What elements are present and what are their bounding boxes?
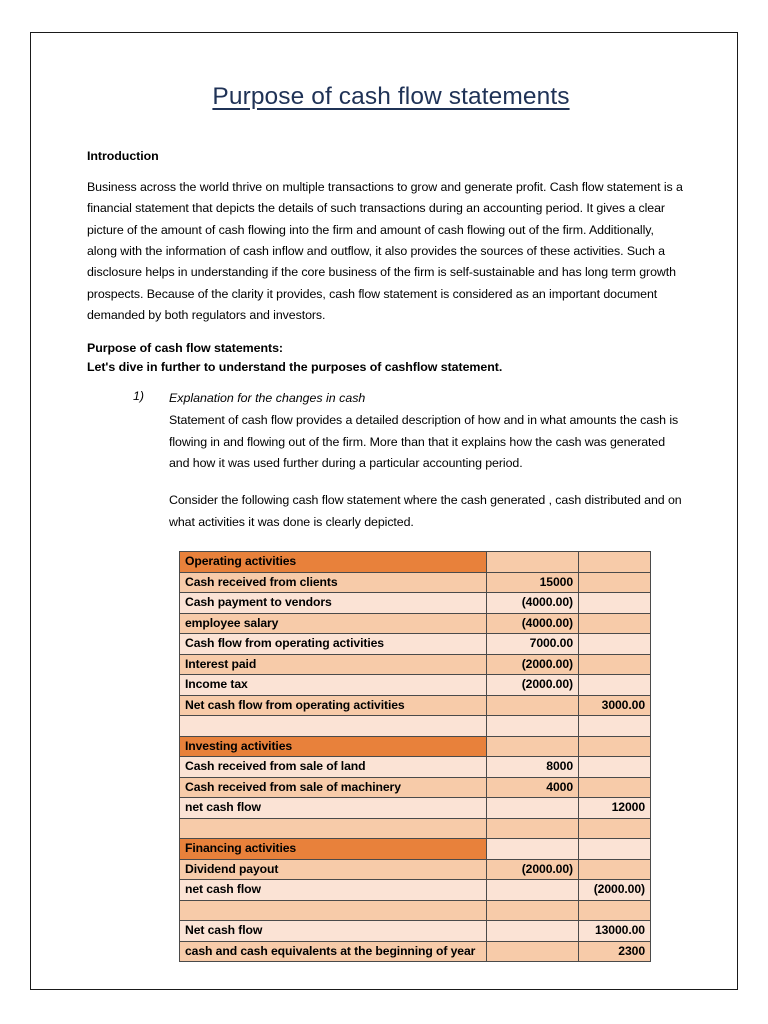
table-row: [180, 716, 651, 737]
table-cell-amount: [487, 900, 579, 921]
table-cell-label: [180, 900, 487, 921]
table-row: [180, 675, 651, 696]
table-cell-label: Interest paid: [180, 654, 487, 675]
table-row: [180, 654, 651, 675]
table-cell-total: [579, 675, 651, 696]
document-content: [87, 83, 687, 962]
cash-flow-statement-table: [179, 551, 651, 962]
table-cell-amount: (4000.00): [487, 613, 579, 634]
table-cell-total: 2300: [579, 941, 651, 962]
page-title: Purpose of cash flow statements: [212, 83, 570, 110]
table-section-header: Financing activities: [180, 839, 487, 860]
table-cell-total: 13000.00: [579, 921, 651, 942]
table-row: [180, 880, 651, 901]
table-cell-label: [180, 818, 487, 839]
table-row: [180, 593, 651, 614]
table-row: [180, 818, 651, 839]
table-cell-amount: [487, 880, 579, 901]
introduction-heading: Introduction: [87, 149, 159, 163]
table-cell-total: [579, 757, 651, 778]
table-cell-label: Net cash flow: [180, 921, 487, 942]
purpose-list: [87, 389, 687, 533]
table-cell-total: [579, 552, 651, 573]
table-row: [180, 552, 651, 573]
table-cell-total: 3000.00: [579, 695, 651, 716]
table-cell-label: Cash received from clients: [180, 572, 487, 593]
table-cell-amount: [487, 818, 579, 839]
table-section-header: Operating activities: [180, 552, 487, 573]
table-cell-total: [579, 859, 651, 880]
list-item-body-secondary: Consider the following cash flow statement where the cash generated , cash distributed and on what activities it was done is clearly depicted.: [169, 493, 682, 529]
table-cell-label: Net cash flow from operating activities: [180, 695, 487, 716]
table-cell-amount: 4000: [487, 777, 579, 798]
table-cell-label: cash and cash equivalents at the beginning of year: [180, 941, 487, 962]
table-row: [180, 695, 651, 716]
table-cell-label: net cash flow: [180, 880, 487, 901]
purpose-block: [87, 339, 687, 376]
table-cell-label: Cash received from sale of machinery: [180, 777, 487, 798]
cash-flow-table-wrapper: [87, 551, 687, 962]
table-row: [180, 941, 651, 962]
purpose-subtext: Let's dive in further to understand the purposes of cashflow statement.: [87, 359, 503, 374]
table-cell-label: net cash flow: [180, 798, 487, 819]
purpose-heading: Purpose of cash flow statements:: [87, 341, 284, 356]
table-row: [180, 613, 651, 634]
table-row: [180, 777, 651, 798]
table-cell-amount: (2000.00): [487, 859, 579, 880]
table-cell-total: [579, 634, 651, 655]
table-row: [180, 572, 651, 593]
table-cell-amount: [487, 839, 579, 860]
table-row: [180, 798, 651, 819]
table-cell-amount: [487, 941, 579, 962]
table-cell-total: [579, 716, 651, 737]
table-cell-total: [579, 613, 651, 634]
table-cell-total: [579, 900, 651, 921]
table-row: [180, 634, 651, 655]
table-cell-amount: [487, 921, 579, 942]
table-cell-amount: (4000.00): [487, 593, 579, 614]
table-cell-amount: [487, 798, 579, 819]
table-cell-total: [579, 777, 651, 798]
table-cell-label: Dividend payout: [180, 859, 487, 880]
table-cell-total: [579, 839, 651, 860]
table-cell-amount: (2000.00): [487, 654, 579, 675]
table-cell-total: [579, 818, 651, 839]
table-cell-amount: [487, 736, 579, 757]
table-cell-amount: [487, 552, 579, 573]
introduction-paragraph: Business across the world thrive on multiple transactions to grow and generate profit. Cash flow statement is a financial statement that depicts the details of such transactions during an accounting period. It gives a clear picture of the amount of cash flowing into the firm and amount of cash flowing out of the firm. Additionally, along with the information of cash inflow and outflow, it also provides the sources of these activities. Such a disclosure helps in understanding if the core business of the firm is self-sustainable and has long term growth prospects. Because of the clarity it provides, cash flow statement is considered as an important document demanded by both regulators and investors.: [87, 180, 683, 322]
table-row: [180, 859, 651, 880]
list-item-marker: 1): [133, 388, 145, 403]
table-cell-label: [180, 716, 487, 737]
table-cell-amount: 15000: [487, 572, 579, 593]
list-item-body: Statement of cash flow provides a detailed description of how and in what amounts the cash is flowing in and flowing out of the firm. More than that it explains how the cash was generated and how it was used further during a particular accounting period.: [169, 413, 679, 471]
list-item: [87, 389, 687, 533]
document-page: [30, 32, 738, 990]
table-cell-total: (2000.00): [579, 880, 651, 901]
list-item-title: Explanation for the changes in cash: [169, 390, 366, 405]
table-cell-amount: [487, 716, 579, 737]
table-cell-total: [579, 736, 651, 757]
table-cell-amount: [487, 695, 579, 716]
table-cell-total: [579, 593, 651, 614]
table-cell-amount: 8000: [487, 757, 579, 778]
table-cell-label: Cash payment to vendors: [180, 593, 487, 614]
table-row: [180, 839, 651, 860]
table-cell-total: [579, 572, 651, 593]
table-section-header: Investing activities: [180, 736, 487, 757]
table-row: [180, 736, 651, 757]
table-row: [180, 900, 651, 921]
table-cell-total: [579, 654, 651, 675]
table-cell-label: Cash flow from operating activities: [180, 634, 487, 655]
table-row: [180, 921, 651, 942]
table-cell-label: employee salary: [180, 613, 487, 634]
table-row: [180, 757, 651, 778]
table-cell-label: Income tax: [180, 675, 487, 696]
table-cell-amount: 7000.00: [487, 634, 579, 655]
table-cell-total: 12000: [579, 798, 651, 819]
cash-flow-table-body: [180, 552, 651, 962]
table-cell-label: Cash received from sale of land: [180, 757, 487, 778]
table-cell-amount: (2000.00): [487, 675, 579, 696]
